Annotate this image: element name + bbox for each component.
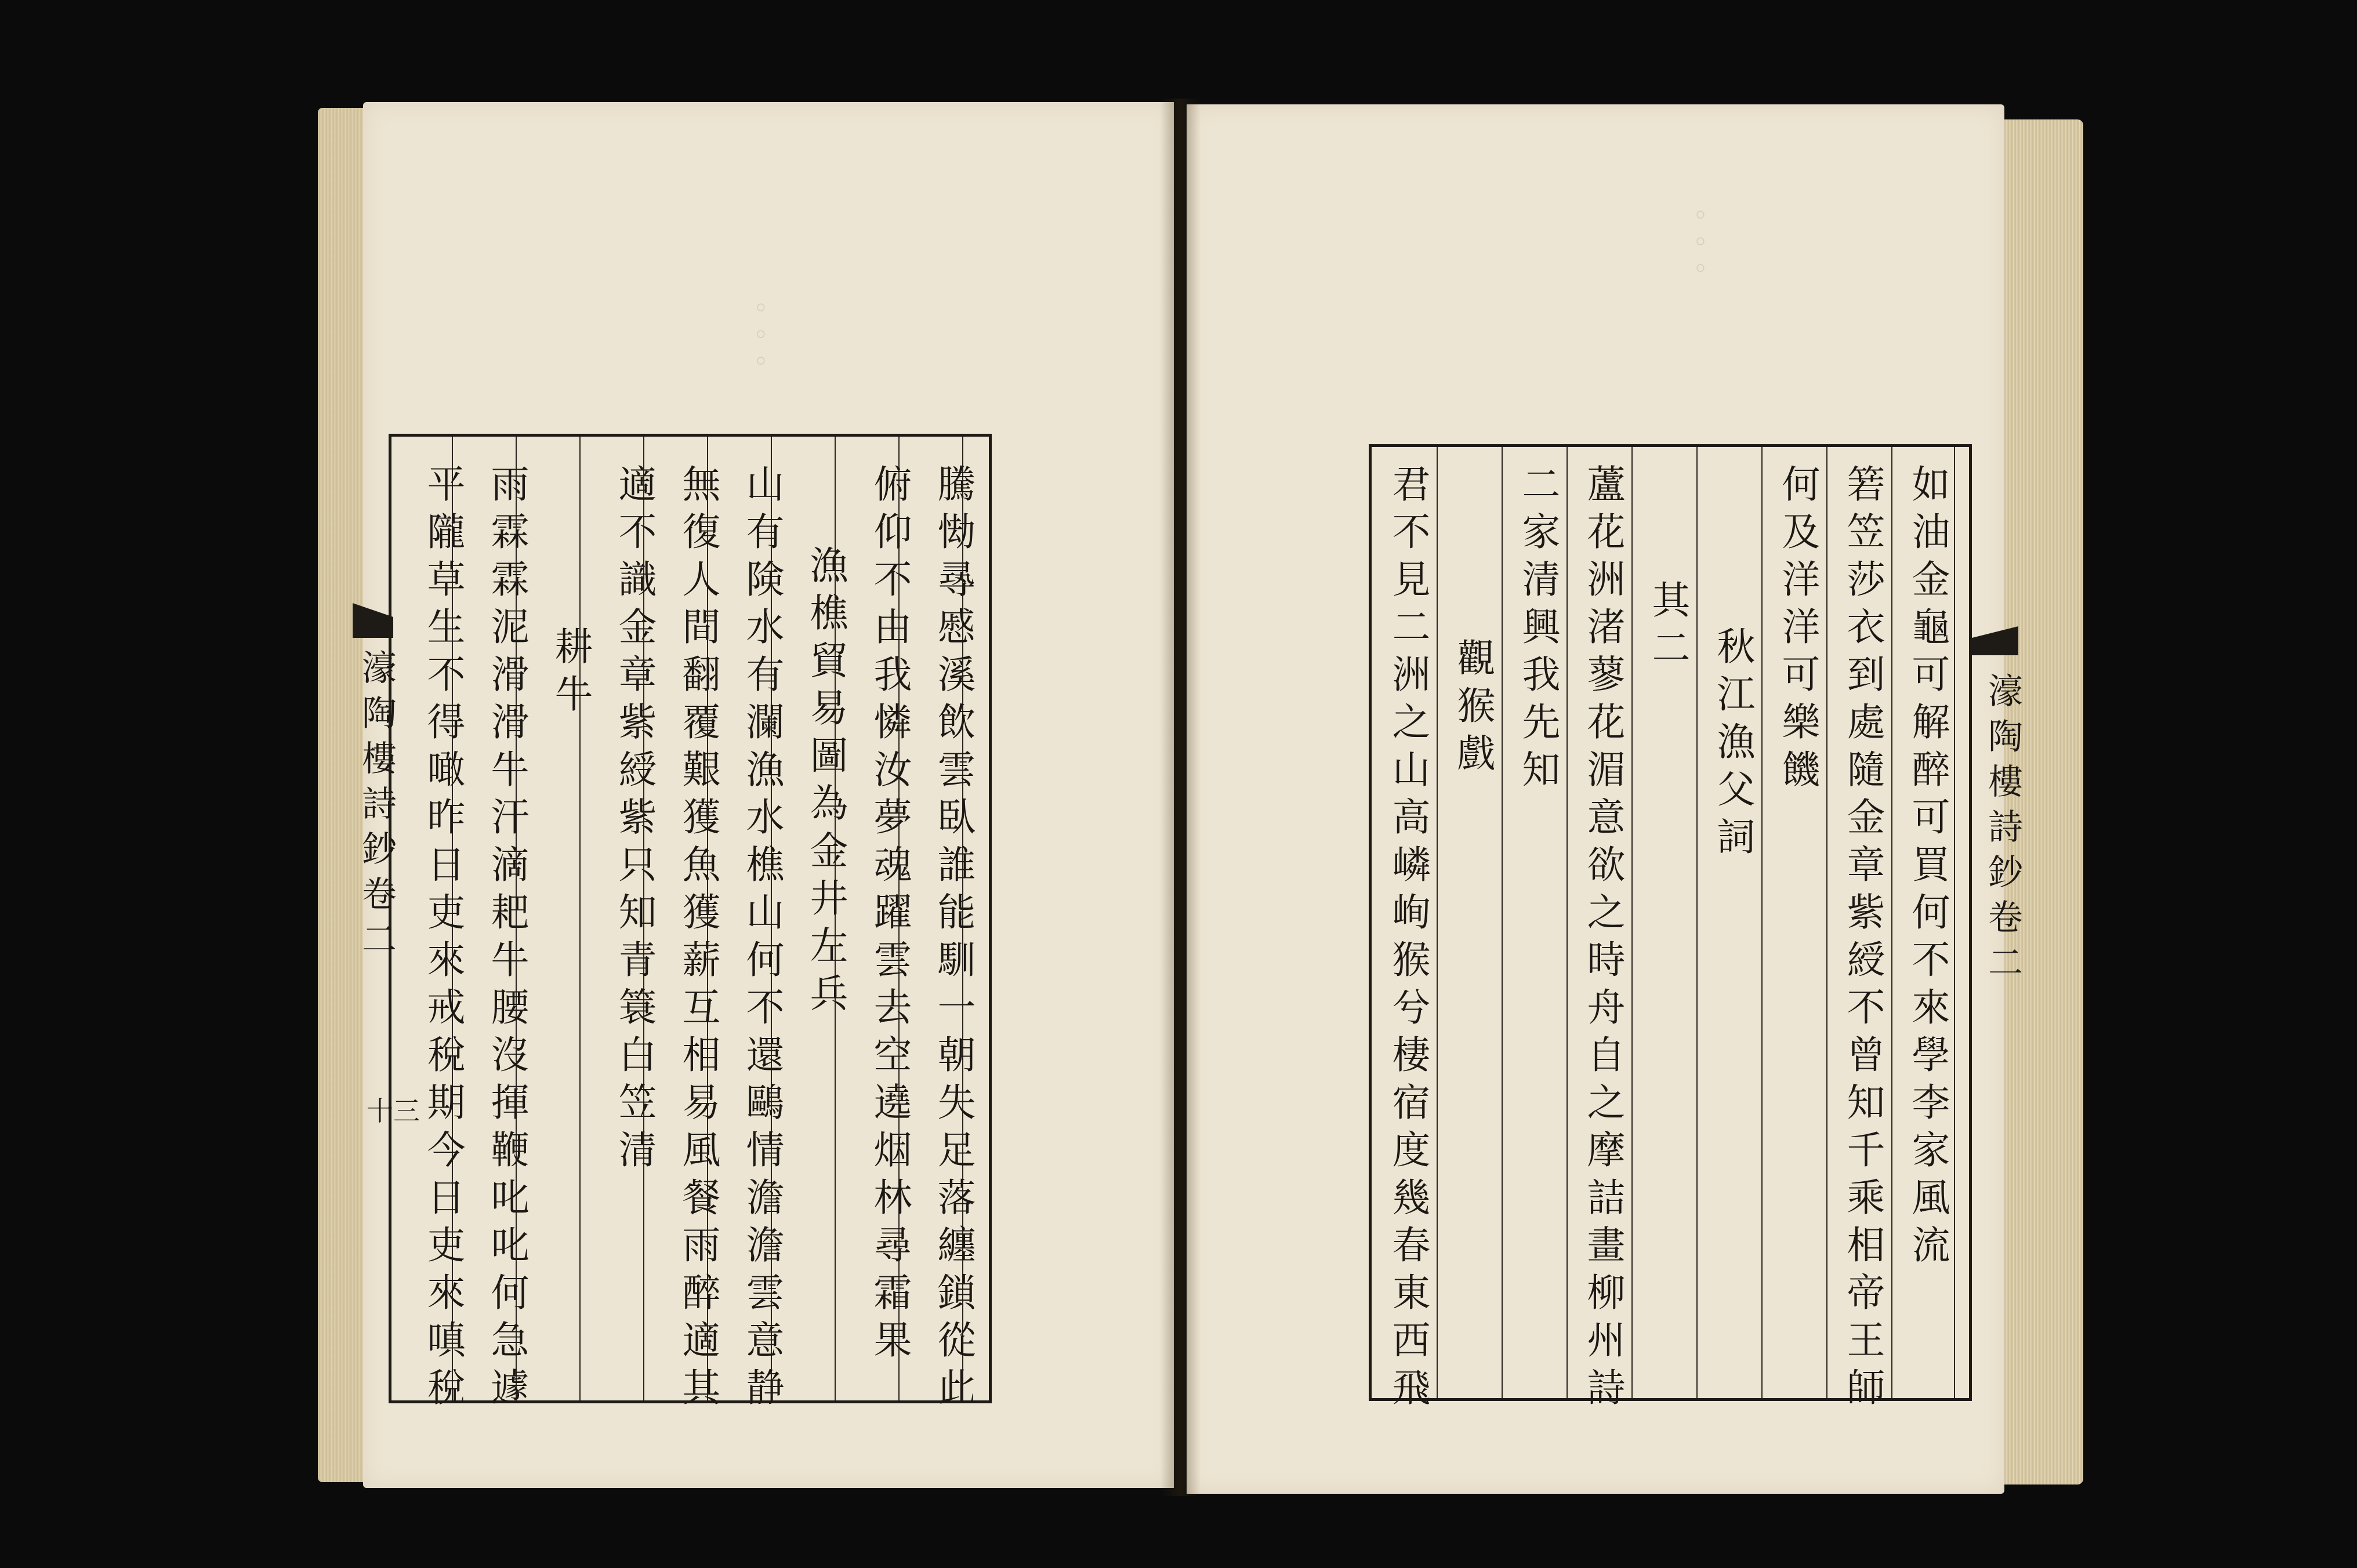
right-column-7: 二家清興我先知 xyxy=(1515,464,1560,797)
left-column-1: 騰㤼㝷慼溪飲雲臥誰能馴一朝失足落纏鎖從此 xyxy=(931,464,976,1415)
right-column-2: 箬笠莎衣到處隨金章紫綬不曾知千乘相帝王師 xyxy=(1840,464,1885,1415)
left-column-5: 無復人間翻覆艱獲魚獲薪互相易風餐雨醉適其 xyxy=(676,464,720,1415)
right-col-4 xyxy=(1696,447,1763,1398)
show-through-left: 。。。 xyxy=(734,302,767,395)
book-gutter xyxy=(1160,99,1201,1496)
right-column-4: 秋江漁父詞 xyxy=(1710,626,1755,864)
right-column-8: 觀猴戲 xyxy=(1451,638,1495,781)
left-column-9: 平隴草生不得噉昨日吏來戒稅期今日吏來嗔稅 xyxy=(420,464,465,1415)
left-column-6: 適不識金章紫綬紫只知青簑白笠清 xyxy=(612,464,657,1177)
show-through-right: 。。。 xyxy=(1674,209,1706,303)
left-column-4: 山有険水有瀾漁水樵山何不還鷗情澹澹雲意静 xyxy=(739,464,784,1415)
right-column-1: 如油金龜可解醉可買何不來學李家風流 xyxy=(1905,464,1950,1272)
left-column-8: 雨霖霖泥滑滑牛汗滴耙牛腰沒揮鞭叱叱何急遽 xyxy=(484,464,529,1415)
left-column-7: 耕牛 xyxy=(548,626,593,721)
right-column-5: 其二 xyxy=(1645,580,1690,675)
right-banner-title: 濠陶樓詩鈔卷二 xyxy=(1982,673,2023,989)
right-col-8 xyxy=(1437,447,1503,1398)
right-column-9: 君不見二洲之山高嶙峋猴兮棲宿度幾春東西飛 xyxy=(1386,464,1430,1415)
left-page-number: 十三 xyxy=(367,1095,420,1127)
right-column-6: 蘆花洲渚蓼花湄意欲之時舟自之摩詰畫柳州詩 xyxy=(1580,464,1625,1415)
left-banner-title: 濠陶樓詩鈔卷二 xyxy=(356,649,397,966)
left-column-2: 俯仰不由我憐汝夢魂躍雲去空遶烟林尋霜果 xyxy=(867,464,912,1367)
left-column-3: 漁樵貿易圖為金井左兵 xyxy=(803,545,848,1021)
right-column-3: 何及洋洋可樂饑 xyxy=(1775,464,1820,797)
